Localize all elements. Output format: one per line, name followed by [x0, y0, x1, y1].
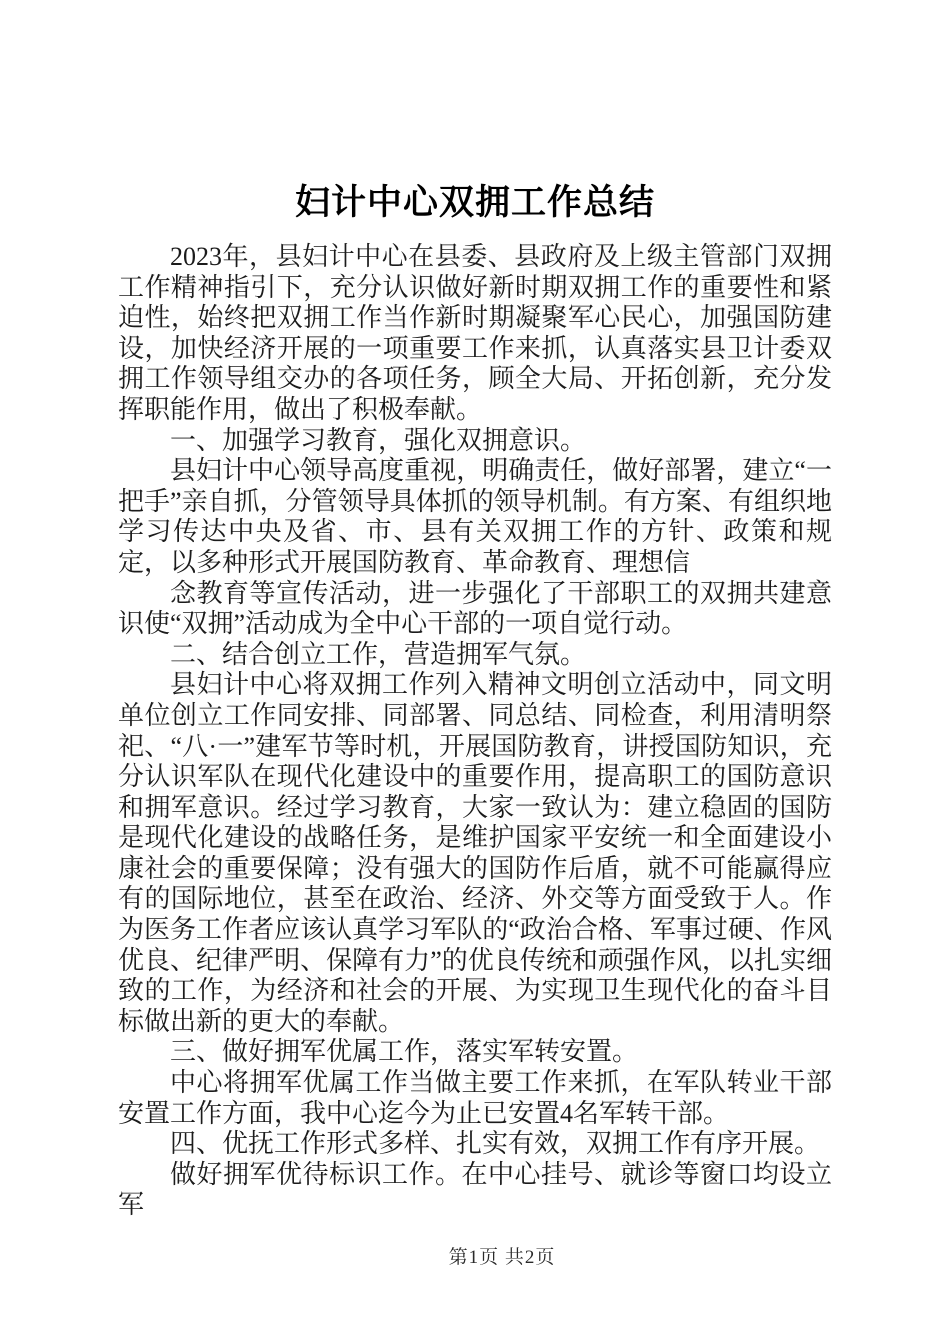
section-heading-2: 二、结合创立工作，营造拥军气氛。: [170, 639, 587, 669]
section-heading-3: 三、做好拥军优属工作，落实军转安置。: [170, 1037, 639, 1067]
page-footer: [0, 1242, 950, 1269]
paragraph-section2: 县妇计中心将双拥工作列入精神文明创立活动中，同文明单位创立工作同安排、同部署、同总结、同检查，利用清明祭祀、“八·一”建军节等时机，开展国防教育，讲授国防知识，充分认识军队在现代化建设中的重要作用，提高职工的国防意识和拥军意识。经过学习教育，大家一致认为：建立稳固的国防是现代化建设的战略任务，是维护国家平安统一和全面建设小康社会的重要保障；没有强大的国防作后盾，就不可能赢得应有的国际地位，甚至在政治、经济、外交等方面受致于人。作为医务工作者应该认真学习军队的“政治合格、军事过硬、作风优良、纪律严明、保障有力”的优良传统和顽强作风，以扎实细致的工作，为经济和社会的开展、为实现卫生现代化的奋斗目标做出新的更大的奉献。: [118, 670, 832, 1036]
page-number-indicator: 第1页 共2页: [448, 1247, 556, 1268]
section-heading-1: 一、加强学习教育，强化双拥意识。: [170, 425, 587, 455]
paragraph-section1-a: 县妇计中心领导高度重视，明确责任，做好部署，建立“一把手”亲自抓，分管领导具体抓的领导机制。有方案、有组织地学习传达中央及省、市、县有关双拥工作的方针、政策和规定，以多种形式开展国防教育、革命教育、理想信: [118, 456, 832, 577]
paragraph-intro: 2023年，县妇计中心在县委、县政府及上级主管部门双拥工作精神指引下，充分认识做好新时期双拥工作的重要性和紧迫性，始终把双拥工作当作新时期凝聚军心民心，加强国防建设，加快经济开展的一项重要工作来抓，认真落实县卫计委双拥工作领导组交办的各项任务，顾全大局、开拓创新，充分发挥职能作用，做出了积极奉献。: [118, 242, 832, 424]
paragraph-section4: 做好拥军优待标识工作。在中心挂号、就诊等窗口均设立军: [118, 1159, 832, 1220]
paragraph-section1-b: 念教育等宣传活动，进一步强化了干部职工的双拥共建意识使“双拥”活动成为全中心干部的一项自觉行动。: [118, 578, 832, 639]
paragraph-section3: 中心将拥军优属工作当做主要工作来抓，在军队转业干部安置工作方面，我中心迄今为止已安置4名军转干部。: [118, 1068, 832, 1128]
document-title: 妇计中心双拥工作总结: [294, 183, 655, 222]
section-heading-4: 四、优抚工作形式多样、扎实有效，双拥工作有序开展。: [170, 1129, 821, 1159]
document-body: [118, 242, 832, 1221]
